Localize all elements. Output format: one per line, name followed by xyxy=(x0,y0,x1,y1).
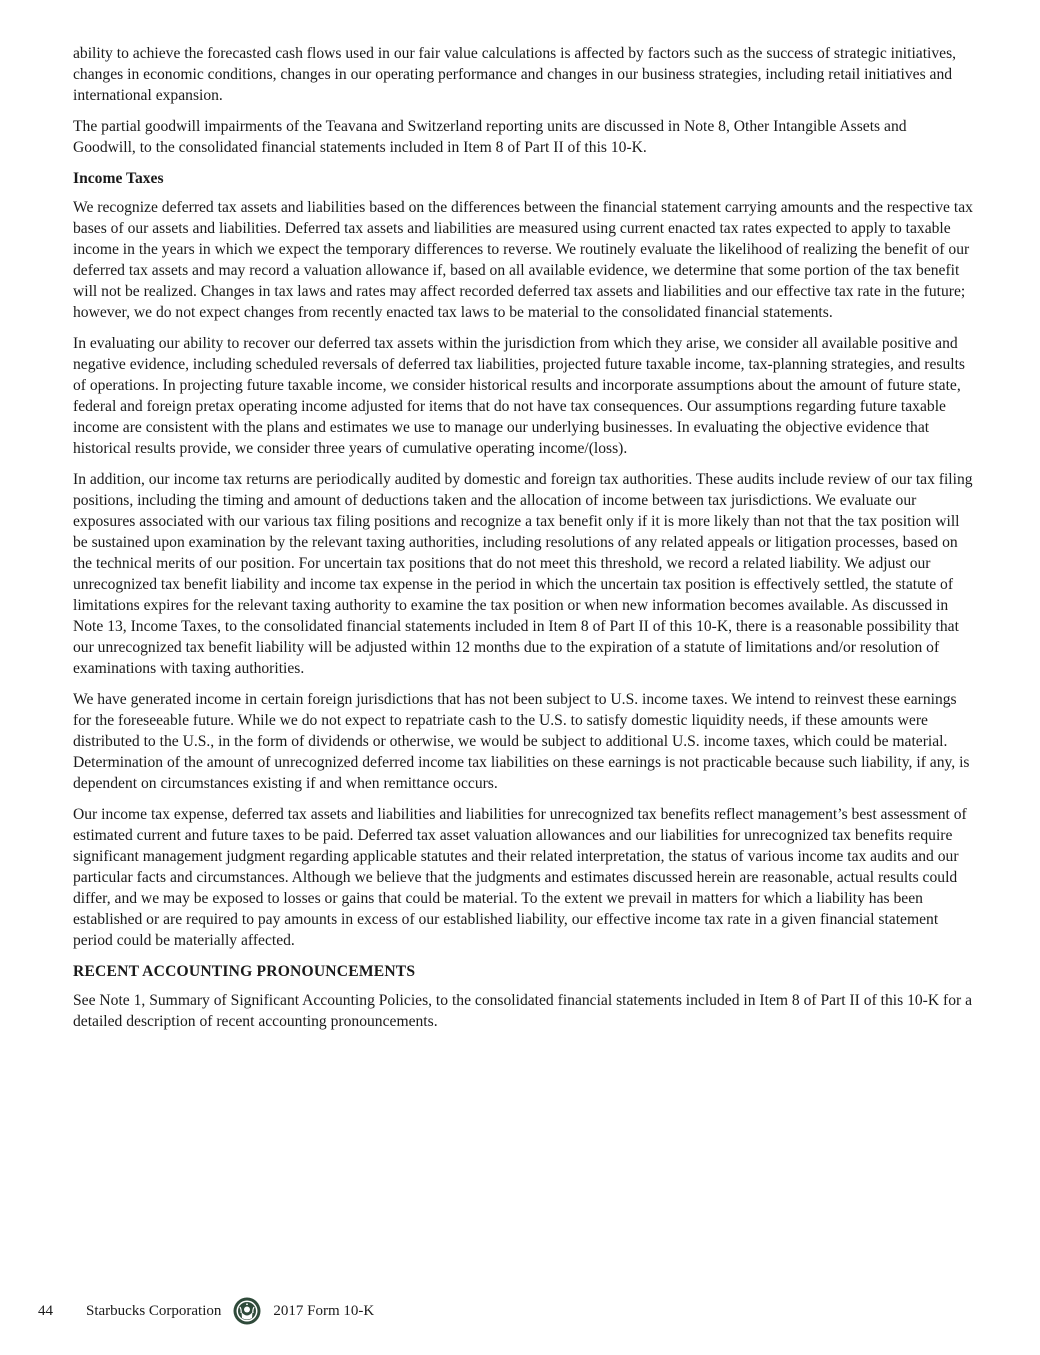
paragraph-goodwill: The partial goodwill impairments of the Teavana and Switzerland reporting units are discussed in Note 8, Other Intangible Assets and Goodwill, to the consolidated financial statements included in Item 8 of Part II of this 10-K. xyxy=(73,118,907,156)
paragraph-tax-5: Our income tax expense, deferred tax assets and liabilities and liabilities for unrecognized tax benefits reflect management’s best assessment of estimated current and future taxes to be paid. Deferred tax asset valuation allowances and our liabilities for unrecognized tax benefits require significant management judgment regarding applicable statutes and their related interpretation, the status of various income tax audits and our particular facts and circumstances. Although we believe that the judgments and estimates discussed herein are reasonable, actual results could differ, and we may be exposed to losses or gains that could be material. To the extent we prevail in matters for which a liability has been established or are required to pay amounts in excess of our established liability, our effective income tax rate in a given financial statement period could be materially affected. xyxy=(73,806,967,949)
section-heading-recent-accounting: RECENT ACCOUNTING PRONOUNCEMENTS xyxy=(73,963,416,980)
paragraph-intro: ability to achieve the forecasted cash flows used in our fair value calculations is affected by factors such as the success of strategic initiatives, changes in economic conditions, changes in our operating performance and changes in our business strategies, including retail initiatives and international expansion. xyxy=(73,45,957,104)
paragraph-tax-2: In evaluating our ability to recover our deferred tax assets within the jurisdiction from which they arise, we consider all available positive and negative evidence, including scheduled reversals of deferred tax liabilities, projected future taxable income, tax-planning strategies, and results of operations. In projecting future taxable income, we consider historical results and incorporate assumptions about the amount of future state, federal and foreign pretax operating income adjusted for items that do not have tax consequences. Our assumptions regarding future taxable income are consistent with the plans and estimates we use to manage our underlying businesses. In evaluating the objective evidence that historical results provide, we consider three years of cumulative operating income/(loss). xyxy=(73,335,965,457)
paragraph-tax-3: In addition, our income tax returns are periodically audited by domestic and foreign tax authorities. These audits include review of our tax filing positions, including the timing and amount of deductions taken and the allocation of income between tax jurisdictions. We evaluate our exposures associated with our various tax filing positions and recognize a tax benefit only if it is more likely than not that the tax position will be sustained upon examination by the relevant taxing authorities, including resolutions of any related appeals or litigation processes, based on the technical merits of our position. For uncertain tax positions that do not meet this threshold, we record a related liability. We adjust our unrecognized tax benefit liability and income tax expense in the period in which the uncertain tax position is effectively settled, the statute of limitations expires for the relevant taxing authority to examine the tax position or when new information becomes available. As discussed in Note 13, Income Taxes, to the consolidated financial statements included in Item 8 of Part II of this 10-K, there is a reasonable possibility that our unrecognized tax benefit liability will be adjusted within 12 months due to the expiration of a statute of limitations and/or resolution of examinations with taxing authorities. xyxy=(73,471,973,677)
starbucks-siren-logo-icon xyxy=(233,1297,261,1325)
paragraph-tax-4: We have generated income in certain foreign jurisdictions that has not been subject to U.S. income taxes. We intend to reinvest these earnings for the foreseeable future. While we do not expect to repatriate cash to the U.S. to satisfy domestic liquidity needs, if these amounts were distributed to the U.S., in the form of dividends or otherwise, we would be subject to additional U.S. income taxes, which could be material. Determination of the amount of unrecognized deferred income tax liabilities on these earnings is not practicable because such liability, if any, is dependent on circumstances existing if and when remittance occurs. xyxy=(73,691,970,792)
paragraph-recent-accounting: See Note 1, Summary of Significant Accounting Policies, to the consolidated financial statements included in Item 8 of Part II of this 10-K for a detailed description of recent accounting pronouncements. xyxy=(73,992,973,1030)
paragraph-tax-1: We recognize deferred tax assets and liabilities based on the differences between the financial statement carrying amounts and the respective tax bases of our assets and liabilities. Deferred tax assets and liabilities are measured using current enacted tax rates expected to apply to taxable income in the years in which we expect the temporary differences to reverse. We routinely evaluate the likelihood of realizing the benefit of our deferred tax assets and may record a valuation allowance if, based on all available evidence, we determine that some portion of the tax benefit will not be realized. Changes in tax laws and rates may affect recorded deferred tax assets and liabilities and our effective tax rate in the future; however, we do not expect changes from recently enacted tax laws to be material to the consolidated financial statements. xyxy=(73,199,973,321)
section-heading-income-taxes: Income Taxes xyxy=(73,170,164,187)
company-name: Starbucks Corporation xyxy=(86,1302,222,1319)
report-title: 2017 Form 10-K xyxy=(273,1302,375,1319)
page-number: 44 xyxy=(38,1302,53,1319)
page-footer xyxy=(38,1296,374,1326)
page-body xyxy=(73,43,973,1042)
